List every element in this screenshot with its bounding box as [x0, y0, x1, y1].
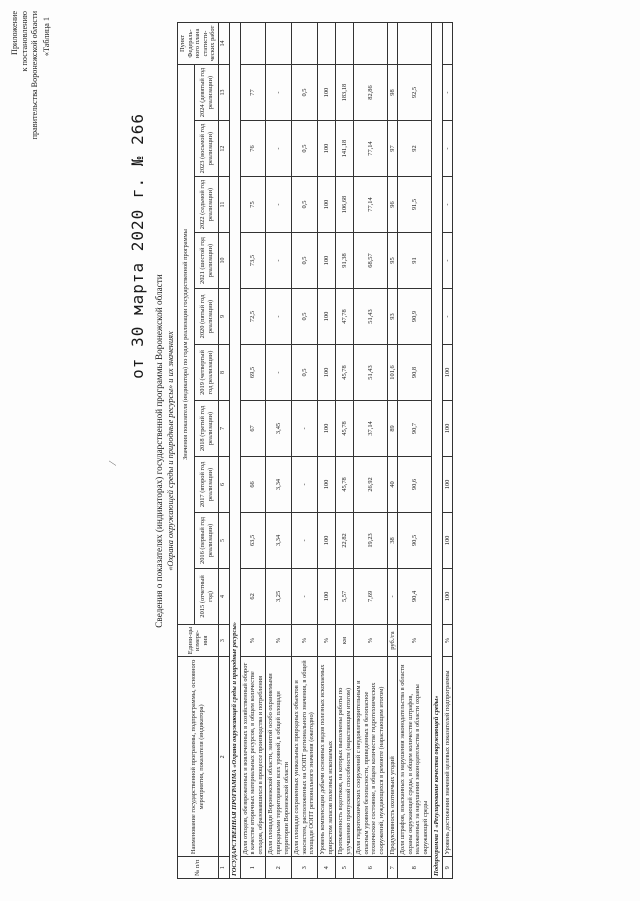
value-cell: 77,14	[354, 177, 387, 233]
value-cell: 100	[442, 456, 453, 512]
value-cell: 92	[398, 121, 431, 177]
value-cell: -	[292, 400, 318, 456]
table-row	[387, 23, 398, 879]
fed-plan-cell	[317, 23, 335, 65]
row-number: 1	[240, 857, 266, 879]
table-number: «Таблица 1	[42, 17, 51, 57]
col-number: 6	[218, 456, 229, 512]
value-cell: 77,14	[354, 121, 387, 177]
value-cell: 38	[387, 512, 398, 568]
col-header-2021: 2021 (шестой год реализации)	[195, 233, 219, 289]
unit-cell: %	[354, 624, 387, 656]
col-number: 7	[218, 400, 229, 456]
row-number: 2	[266, 857, 292, 879]
value-cell: 3,25	[266, 568, 292, 624]
table-row	[336, 23, 354, 879]
value-cell: 90,7	[398, 400, 431, 456]
unit-cell: руб./га	[387, 624, 398, 656]
value-cell: 100	[442, 512, 453, 568]
value-cell: 95	[387, 233, 398, 289]
row-number: 8	[398, 857, 431, 879]
col-header-name: Наименование государственной программы, подпрограммы, основного мероприятия, показателя (индикатора)	[178, 657, 219, 857]
value-cell: -	[292, 568, 318, 624]
value-cell: 97	[387, 121, 398, 177]
value-cell: 72,5	[240, 289, 266, 345]
value-cell: 100	[317, 233, 335, 289]
value-cell: 100	[317, 400, 335, 456]
unit-cell: %	[317, 624, 335, 656]
value-cell: -	[266, 289, 292, 345]
value-cell: 3,34	[266, 456, 292, 512]
value-cell: -	[442, 121, 453, 177]
fed-plan-cell	[240, 23, 266, 65]
value-cell: 76	[240, 121, 266, 177]
section-row-subprogram-1	[431, 23, 442, 879]
value-cell: -	[387, 568, 398, 624]
col-header-values-group: Значения показателя (индикатора) по годам реализации государственной программы	[178, 65, 195, 625]
fed-plan-cell	[354, 23, 387, 65]
indicator-name: Уровень компенсации добычи основных видов полезных ископаемых приростом запасов полезных ископаемых	[317, 657, 335, 857]
col-number: 13	[218, 65, 229, 121]
col-number: 10	[218, 233, 229, 289]
fed-plan-cell	[442, 23, 453, 65]
value-cell: -	[442, 233, 453, 289]
value-cell: 90,8	[398, 345, 431, 401]
document-header	[10, 11, 40, 139]
resolution-date-stamp: от 30 марта 2020 г. № 266	[128, 113, 147, 379]
col-number: 12	[218, 121, 229, 177]
caption-title: Сведения о показателях (индикаторах) государственной программы Воронежской области	[154, 274, 164, 628]
value-cell: -	[442, 289, 453, 345]
value-cell: 45,78	[336, 345, 354, 401]
value-cell: 90,5	[398, 512, 431, 568]
value-cell: 91,38	[336, 233, 354, 289]
col-header-2016: 2016 (первый год реализации)	[195, 512, 219, 568]
value-cell: 100	[317, 568, 335, 624]
indicator-name: Доля отходов, обезвреженных и вовлеченных в хозяйственный оборот в качестве вторичных материальных ресурсов, в общем количестве отходов, образовавшихся в процессе производства и потребления	[240, 657, 266, 857]
value-cell: 40	[387, 456, 398, 512]
column-number-row	[218, 23, 229, 879]
col-header-2019: 2019 (четвертый год реализации)	[195, 345, 219, 401]
subprogram-section-title: Подпрограмма 1 «Регулирование качества окружающей среды»	[431, 23, 442, 879]
value-cell: -	[266, 177, 292, 233]
indicator-name: Доля штрафов, взысканных за нарушения законодательства в области охраны окружающей среды, в общем количестве штрафов, наложенных за нарушения законодательства в области охраны окружающей среды	[398, 657, 431, 857]
table-row	[354, 23, 387, 879]
indicator-name: Продуктивность охотничьих угодий	[387, 657, 398, 857]
col-number: 1	[218, 857, 229, 879]
col-header-num: № п/п	[178, 857, 219, 879]
value-cell: 0,5	[292, 121, 318, 177]
unit-cell: %	[398, 624, 431, 656]
value-cell: 51,43	[354, 289, 387, 345]
col-number: 9	[218, 289, 229, 345]
value-cell: 183,18	[336, 65, 354, 121]
value-cell: 26,92	[354, 456, 387, 512]
value-cell: -	[442, 177, 453, 233]
value-cell: 101,6	[387, 345, 398, 401]
value-cell: 0,5	[292, 177, 318, 233]
unit-cell: %	[442, 624, 453, 656]
table-row	[266, 23, 292, 879]
value-cell: 69,5	[240, 345, 266, 401]
pen-mark: ⁄	[108, 462, 119, 464]
row-number: 4	[317, 857, 335, 879]
section-row-program	[229, 23, 240, 879]
value-cell: 63,5	[240, 512, 266, 568]
program-section-title: ГОСУДАРСТВЕННАЯ ПРОГРАММА «Охрана окружающей среды и природные ресурсы»	[229, 23, 240, 879]
value-cell: 100	[442, 400, 453, 456]
table-body	[229, 23, 453, 879]
table-row	[292, 23, 318, 879]
appendix-label: Приложение	[10, 11, 19, 55]
value-cell: -	[266, 65, 292, 121]
col-number: 11	[218, 177, 229, 233]
fed-plan-cell	[292, 23, 318, 65]
col-header-2024: 2024 (девятый год реализации)	[195, 65, 219, 121]
value-cell: 92,5	[398, 65, 431, 121]
value-cell: 37,14	[354, 400, 387, 456]
indicator-name: Доля гидротехнических сооружений с неудовлетворительным и опасным уровнем безопасности, приведенных в безопасное техническое состояние, в общем количестве гидротехнических сооружений, нуждающихся в ремонте (нарастающим итогом)	[354, 657, 387, 857]
value-cell: 100	[317, 177, 335, 233]
document-caption	[154, 1, 176, 901]
value-cell: 89	[387, 400, 398, 456]
value-cell: 22,82	[336, 512, 354, 568]
value-cell: 0,5	[292, 65, 318, 121]
resolution-label: к постановлению	[20, 11, 29, 72]
value-cell: 51,43	[354, 345, 387, 401]
value-cell: -	[292, 456, 318, 512]
value-cell: 45,78	[336, 400, 354, 456]
value-cell: 3,45	[266, 400, 292, 456]
value-cell: 82,86	[354, 65, 387, 121]
col-number: 8	[218, 345, 229, 401]
table-row	[442, 23, 453, 879]
col-header-2018: 2018 (третий год реализации)	[195, 400, 219, 456]
unit-cell: %	[266, 624, 292, 656]
unit-cell: %	[292, 624, 318, 656]
rotated-document-page	[0, 1, 640, 901]
value-cell: 73,5	[240, 233, 266, 289]
value-cell: 100	[317, 65, 335, 121]
value-cell: -	[266, 233, 292, 289]
unit-cell: км	[336, 624, 354, 656]
value-cell: 77	[240, 65, 266, 121]
value-cell: 98	[387, 65, 398, 121]
value-cell: 100	[317, 121, 335, 177]
value-cell: 68,57	[354, 233, 387, 289]
row-number: 6	[354, 857, 387, 879]
value-cell: 100	[442, 345, 453, 401]
fed-plan-cell	[387, 23, 398, 65]
col-header-2015: 2015 (отчетный год)	[195, 568, 219, 624]
col-number: 3	[218, 624, 229, 656]
value-cell: 91	[398, 233, 431, 289]
row-number: 7	[387, 857, 398, 879]
col-number: 4	[218, 568, 229, 624]
value-cell: 45,78	[336, 456, 354, 512]
col-header-fed-plan: Пункт Федераль-ного плана статисти-ческих работ	[178, 23, 219, 65]
value-cell: 93	[387, 289, 398, 345]
value-cell: 90,4	[398, 568, 431, 624]
indicator-name: Уровень достижения значений целевых показателей подпрограммы	[442, 657, 453, 857]
value-cell: 100	[317, 456, 335, 512]
indicators-table	[177, 22, 453, 879]
table-row	[398, 23, 431, 879]
col-header-2022: 2022 (седьмой год реализации)	[195, 177, 219, 233]
fed-plan-cell	[398, 23, 431, 65]
value-cell: 100	[317, 512, 335, 568]
unit-cell: %	[240, 624, 266, 656]
col-number: 14	[218, 23, 229, 65]
value-cell: 47,78	[336, 289, 354, 345]
row-number: 9	[442, 857, 453, 879]
value-cell: 90,9	[398, 289, 431, 345]
value-cell: -	[442, 65, 453, 121]
government-label: правительства Воронежской области	[30, 11, 39, 140]
row-number: 5	[336, 857, 354, 879]
value-cell: 3,34	[266, 512, 292, 568]
value-cell: 67	[240, 400, 266, 456]
value-cell: 96	[387, 177, 398, 233]
value-cell: -	[266, 345, 292, 401]
value-cell: 90,6	[398, 456, 431, 512]
value-cell: 91,5	[398, 177, 431, 233]
value-cell: 100	[442, 568, 453, 624]
row-number: 3	[292, 857, 318, 879]
value-cell: 75	[240, 177, 266, 233]
indicator-name: Доля площади сохраненных уникальных природных объектов и экосистем, расположенных на ООПТ регионального значения, в общей площади ООПТ регионального значения (ежегодно)	[292, 657, 318, 857]
value-cell: 0,5	[292, 345, 318, 401]
value-cell: 7,69	[354, 568, 387, 624]
value-cell: 66	[240, 456, 266, 512]
value-cell: 100	[317, 289, 335, 345]
value-cell: 106,68	[336, 177, 354, 233]
table-row	[240, 23, 266, 879]
col-number: 5	[218, 512, 229, 568]
col-header-2023: 2023 (восьмой год реализации)	[195, 121, 219, 177]
caption-subtitle: «Охрана окружающей среды и природные ресурсы» и их значениях	[166, 331, 175, 571]
value-cell: 62	[240, 568, 266, 624]
fed-plan-cell	[336, 23, 354, 65]
indicator-name: Доля площади Воронежской области, занятой особо охраняемыми природными территориями всех уровней, в общей площади территории Воронежской области	[266, 657, 292, 857]
value-cell: 100	[317, 345, 335, 401]
col-header-2017: 2017 (второй год реализации)	[195, 456, 219, 512]
col-header-2020: 2020 (пятый год реализации)	[195, 289, 219, 345]
value-cell: 0,5	[292, 233, 318, 289]
value-cell: 0,5	[292, 289, 318, 345]
table-row	[317, 23, 335, 879]
value-cell: -	[266, 121, 292, 177]
fed-plan-cell	[266, 23, 292, 65]
value-cell: 19,23	[354, 512, 387, 568]
indicator-name: Протяженность водотоков, на которых выполнены работы по улучшению пропускной способности (нарастающим итогом)	[336, 657, 354, 857]
value-cell: 141,18	[336, 121, 354, 177]
col-header-unit: Едини-цы измере-ния	[178, 624, 219, 656]
col-number: 2	[218, 657, 229, 857]
value-cell: -	[292, 512, 318, 568]
value-cell: 5,57	[336, 568, 354, 624]
